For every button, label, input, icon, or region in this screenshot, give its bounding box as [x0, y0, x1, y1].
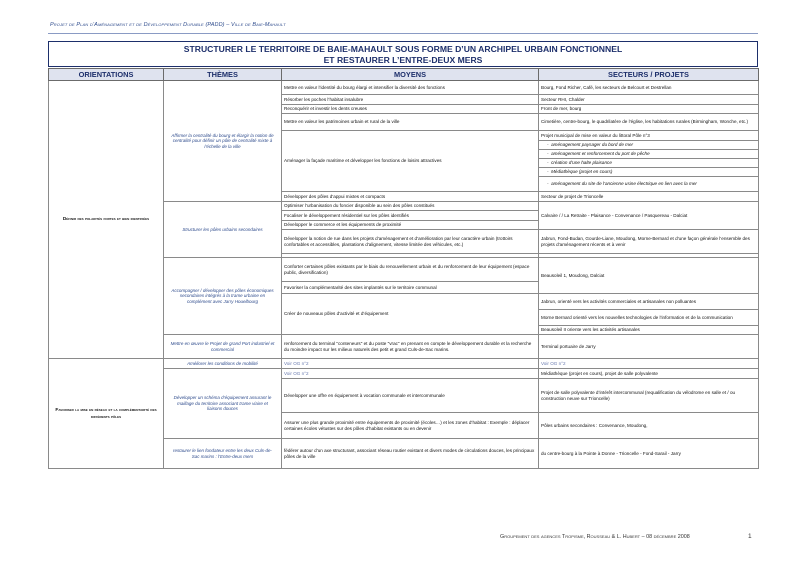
moyen-cell: Aménager la façade maritime et développer les fonctions de loisirs attractives: [282, 131, 539, 192]
title-line-2: ET RESTAURER L’ENTRE-DEUX MERS: [323, 55, 483, 65]
title-box: [48, 41, 758, 67]
orientation-cell-2: Favoriser la mise en réseau et la complémentarité des différents pôles: [49, 359, 164, 469]
table-header-row: [49, 69, 759, 81]
moyen-cell: Focaliser le développement résidentiel sur les pôles identifiés: [282, 211, 539, 221]
secteur-cell: Jabrun, orienté vers les activités commerciales et artisanales non polluantes: [539, 294, 759, 310]
secteur-subitem: - aménagement du site de l’ancienne usine électrique en lien avec la mer: [539, 177, 759, 192]
secteur-cell: Beausoleil 1, Moudong, Dalciat: [539, 258, 759, 294]
theme-cell: Développer un schéma d’équipement assurant le maillage du territoire associant trame viaire et liaisons douces: [164, 369, 282, 439]
moyen-cell: Mettre en valeur les patrimoines urbain et rural de la ville: [282, 114, 539, 131]
secteur-cell: Terminal portuaire de Jarry: [539, 335, 759, 359]
secteur-subitem: - Médiathèque (projet en cours): [539, 168, 759, 177]
secteur-subitem: - aménagement et renforcement du port de pêche: [539, 150, 759, 159]
col-header-orientations: ORIENTATIONS: [49, 69, 164, 81]
secteur-cell: du centre-bourg à la Pointe à Donne - Trioncelle - Fond-Sarail - Jarry: [539, 439, 759, 469]
padd-table: [48, 68, 759, 469]
header-rule: [48, 33, 758, 34]
col-header-themes: THÈMES: [164, 69, 282, 81]
orientation-cell-1: Définir des polarités fortes et bien identifiées: [49, 81, 164, 359]
theme-cell: Structurer les pôles urbains secondaires: [164, 202, 282, 258]
moyen-cell: Développer le commerce et les équipements de proximité: [282, 221, 539, 230]
moyen-cell: Conforter certaines pôles existants par le biais du renouvellement urbain et du renforcement de leur équipement (espace public, diversification): [282, 258, 539, 282]
page-number: 1: [748, 533, 752, 540]
secteur-cell: Morne Bernard orienté vers les nouvelles technologies de l’information et de la communication: [539, 310, 759, 326]
theme-cell: Affirmer la centralité du bourg et élargir la notion de centralité pour définir un pôle de centralité mixte à l’échelle de la ville: [164, 81, 282, 202]
moyen-cell: Voir OG n°2: [282, 369, 539, 379]
secteur-cell: Jabrun, Fond-Budan, Gourde-Liane, Moudong, Morne-Bernard et d’une façon générale l’ensemble des projets d’aménagement récents et à venir: [539, 230, 759, 254]
moyen-cell: Reconquérir et investir les dents creuses: [282, 105, 539, 114]
secteur-cell: Cimetière, centre-bourg, le quadrilatère de l’église, les habitations rurales (Birmingham, Wonche, etc.): [539, 114, 759, 131]
moyen-cell: Développer des pôles d’appui mixtes et compacts: [282, 192, 539, 202]
moyen-cell: Développer une offre en équipement à vocation communale et intercommunale: [282, 379, 539, 413]
secteur-subitem: - création d’une halte plaisance: [539, 159, 759, 168]
col-header-moyens: MOYENS: [282, 69, 539, 81]
table-row: [49, 359, 759, 369]
secteur-cell: Pôles urbains secondaires : Convenance, Moudong,: [539, 413, 759, 439]
secteur-cell: Bourg, Fond Richer, Café, les secteurs de Belcourt et Destrellan: [539, 81, 759, 95]
moyen-cell: Résorber les poches l’habitat insalubre: [282, 95, 539, 105]
secteur-cell: Front de mer, bourg: [539, 105, 759, 114]
title-line-1: STRUCTURER LE TERRITOIRE DE BAIE-MAHAULT SOUS FORME D’UN ARCHIPEL URBAIN FONCTIONNEL: [183, 44, 623, 54]
secteur-cell: Secteur de projet de Trioncelle: [539, 192, 759, 202]
table-row: [49, 81, 759, 95]
secteur-cell: Calvaire / / La Retraite - Plaisance - Convenance / Pasquereau - Dalciat: [539, 202, 759, 230]
secteur-cell: Médiathèque (projet en cours), projet de salle polyvalente: [539, 369, 759, 379]
moyen-cell: Créer de nouveaux pôles d’activité et d’équipement: [282, 294, 539, 335]
document-header: Projet de Plan d’Aménagement et de Développement Durable (PADD) – Ville de Baie-Mahault: [50, 22, 286, 28]
moyen-cell: Assurer une plus grande proximité entre équipements de proximité (écoles…) et les zones d’habitat : Exemple : déplacer certaines écoles vétustes sur des pôles d’habitat existants ou en devenir: [282, 413, 539, 439]
moyen-cell: Optimiser l’urbanisation du foncier disponible au sein des pôles constitués: [282, 202, 539, 211]
footer-text: Groupement des agences Tropisme, Rousseau & L. Hubert – 08 décembre 2008: [500, 534, 690, 540]
secteur-subitem: - aménagement paysager du bord de mer: [539, 141, 759, 150]
moyen-cell: Voir OG n°2: [282, 359, 539, 369]
secteur-cell: Projet de salle polyvalente d’intérêt intercommunal (requalification du vélodrome en salle et / ou construction neuve sur Trioncelle): [539, 379, 759, 413]
col-header-secteurs: SECTEURS / PROJETS: [539, 69, 759, 81]
moyen-cell: Développer la notion de rue dans les projets d’aménagement et d’amélioration par leur caractère urbain (trottoirs confortables et accessibles, plantations d’alignement, vitesse limitée des véhicules, etc.): [282, 230, 539, 254]
theme-cell: Accompagner / développer des pôles économiques secondaires intégrés à la trame urbaine en complément avec Jarry Houelbourg: [164, 258, 282, 335]
secteur-cell: Beausoleil II oriente vers les activités artisanales: [539, 326, 759, 335]
theme-cell: Mettre en œuvre le Projet de grand Port industriel et commercial: [164, 335, 282, 359]
moyen-cell: Mettre en valeur l’identité du bourg élargi et intensifier la diversité des fonctions: [282, 81, 539, 95]
theme-cell: Améliorer les conditions de mobilité: [164, 359, 282, 369]
secteur-cell: Voir OG n°2: [539, 359, 759, 369]
moyen-cell: renforcement du terminal "conteneurs" et du poste "vrac" en prenant en compte le développement durable et la recherche du moindre impact sur les milieux naturels des petit et grand Culs-de-Sac marins.: [282, 335, 539, 359]
moyen-cell: fédérer autour d’un axe structurant, associant réseau routier existant et divers modes de circulations douces, les principaux pôles de la ville: [282, 439, 539, 469]
moyen-cell: Favoriser la complémentarité des sites implantés sur le territoire communal: [282, 282, 539, 294]
secteur-cell: Projet municipal de mise en valeur du littoral Pôle n°3: [539, 131, 759, 141]
theme-cell: restaurer le lien fondateur entre les deux Culs-de-Sac marins : l’Entre-deux mers: [164, 439, 282, 469]
secteur-cell: Secteur RHI, Chalder: [539, 95, 759, 105]
